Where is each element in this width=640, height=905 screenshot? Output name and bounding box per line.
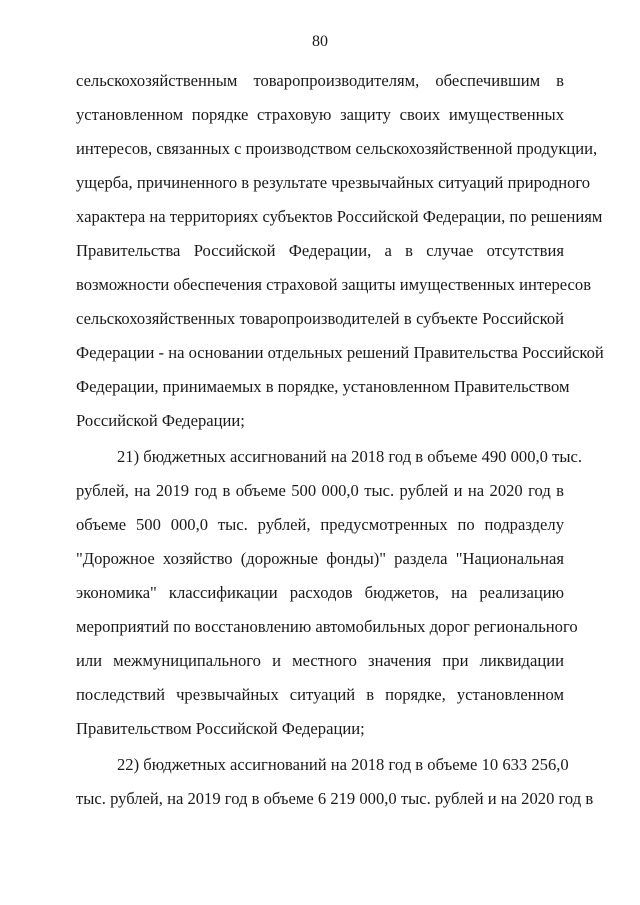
document-body bbox=[76, 64, 604, 816]
text-line: ущерба, причиненного в результате чрезвычайных ситуаций природного bbox=[76, 173, 591, 192]
text-line: 22) бюджетных ассигнований на 2018 год в объеме 10 633 256,0 bbox=[117, 755, 569, 774]
text-line: Правительства Российской Федерации, а в случае отсутствия bbox=[76, 241, 564, 260]
text-line: установленном порядке страховую защиту своих имущественных bbox=[76, 105, 564, 124]
text-line: мероприятий по восстановлению автомобильных дорог регионального bbox=[76, 617, 578, 636]
text-line: Федерации - на основании отдельных решений Правительства Российской bbox=[76, 343, 604, 362]
text-line: экономика" классификации расходов бюджетов, на реализацию bbox=[76, 583, 564, 602]
text-line: тыс. рублей, на 2019 год в объеме 6 219 000,0 тыс. рублей и на 2020 год в bbox=[76, 789, 594, 808]
text-line: возможности обеспечения страховой защиты имущественных интересов bbox=[76, 275, 592, 294]
text-line: объеме 500 000,0 тыс. рублей, предусмотренных по подразделу bbox=[76, 515, 564, 534]
text-line: сельскохозяйственным товаропроизводителям, обеспечившим в bbox=[76, 71, 564, 90]
text-line: 21) бюджетных ассигнований на 2018 год в объеме 490 000,0 тыс. bbox=[117, 447, 583, 466]
paragraph-continuation bbox=[76, 64, 604, 438]
text-line: Федерации, принимаемых в порядке, установленном Правительством bbox=[76, 377, 570, 396]
paragraph-item-21 bbox=[76, 440, 583, 746]
text-line: или межмуниципального и местного значения при ликвидации bbox=[76, 651, 564, 670]
text-line: Правительством Российской Федерации; bbox=[76, 719, 365, 738]
text-line: рублей, на 2019 год в объеме 500 000,0 тыс. рублей и на 2020 год в bbox=[76, 481, 564, 500]
page-number: 80 bbox=[312, 33, 328, 50]
text-line: Российской Федерации; bbox=[76, 411, 245, 430]
paragraph-item-22 bbox=[76, 748, 594, 816]
text-line: сельскохозяйственных товаропроизводителей в субъекте Российской bbox=[76, 309, 564, 328]
text-line: интересов, связанных с производством сельскохозяйственной продукции, bbox=[76, 139, 598, 158]
text-line: последствий чрезвычайных ситуаций в порядке, установленном bbox=[76, 685, 564, 704]
text-line: "Дорожное хозяйство (дорожные фонды)" раздела "Национальная bbox=[76, 549, 564, 568]
text-line: характера на территориях субъектов Российской Федерации, по решениям bbox=[76, 207, 603, 226]
